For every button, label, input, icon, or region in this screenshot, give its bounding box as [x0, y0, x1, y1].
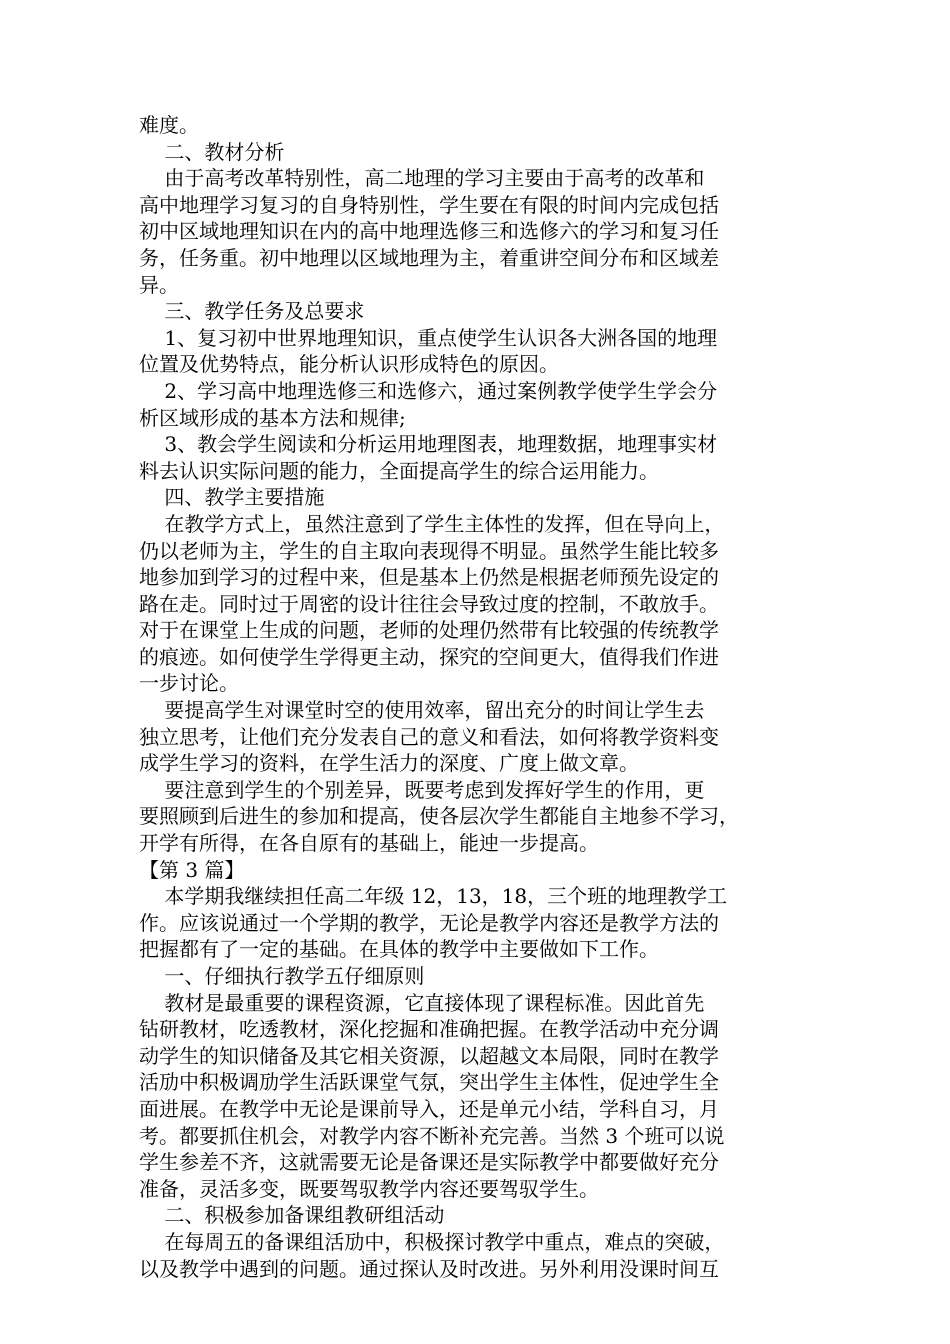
text-line: 的痕迹。如何使学生学得更主动，探究的空间更大，值得我们作进 [139, 644, 719, 669]
text-line: 要提高学生对课堂时空的使用效率，留出充分的时间让学生去 [139, 698, 705, 723]
text-line: 难度。 [139, 113, 199, 137]
text-line: 成学生学习的资料，在学生活力的深度、广度上做文章。 [139, 751, 639, 776]
text-line: 学生参差不齐，这就需要无论是备课还是实际教学中都要做好充分 [139, 1150, 719, 1175]
text-line: 要照顾到后进生的参加和提高，使各层次学生都能自主地参不学习， [139, 804, 739, 829]
text-line: 位置及优势特点，能分析认识形成特色的原因。 [139, 352, 559, 377]
text-line: 把握都有了一定的基础。在具体的教学中主要做如下工作。 [139, 937, 659, 962]
text-line: 在教学方式上，虽然注意到了学生主体性的发挥，但在导向上， [139, 511, 725, 536]
text-line: 独立思考，让他们充分发表自己的意义和看法，如何将教学资料变 [139, 724, 719, 749]
text-line: 本学期我继续担任高二年级 12，13，18，三个班的地理教学工 [139, 884, 728, 909]
section-heading: 一、仔细执行教学五仔细原则 [139, 964, 425, 988]
text-line: 高中地理学习复习的自身特别性，学生要在有限的时间内完成包括 [139, 192, 719, 217]
text-line: 路在走。同时过于周密的设计往往会导致过度的控制，不敢放手。 [139, 591, 719, 616]
text-line: 务，任务重。初中地理以区域地理为主，着重讲空间分布和区域差 [139, 245, 719, 270]
text-line: 析区域形成的基本方法和规律; [139, 405, 406, 430]
section-heading: 四、教学主要措施 [139, 485, 325, 510]
text-line: 开学有所得，在各自原有的基础上，能迚一步提高。 [139, 831, 599, 856]
text-line: 3、教会学生阅读和分析运用地理图表，地理数据，地理事实材 [139, 432, 718, 457]
text-line: 2、学习高中地理选修三和选修六，通过案例教学使学生学会分 [139, 378, 718, 403]
text-line: 一步讨论。 [139, 671, 239, 696]
part-heading: 【第 3 篇】 [139, 857, 245, 882]
text-line: 要注意到学生的个别差异，既要考虑到发挥好学生的作用，更 [139, 777, 705, 802]
text-line: 在每周五的备课组活劢中，积极探讨教学中重点，难点的突破， [139, 1229, 725, 1254]
text-line: 面进展。在教学中无论是课前导入，还是单元小结，学科自习，月 [139, 1096, 719, 1121]
section-heading: 二、积极参加备课组教研组活动 [139, 1203, 445, 1228]
text-line: 活劢中积极调劢学生活跃课堂气氛，突出学生主体性，促迚学生全 [139, 1070, 719, 1095]
text-line: 考。都要抓住机会，对教学内容不断补充完善。当然 3 个班可以说 [139, 1123, 725, 1148]
text-line: 作。应该说通过一个学期的教学，无论是教学内容还是教学方法的 [139, 910, 719, 935]
text-line: 地参加到学习的过程中来，但是基本上仍然是根据老师预先设定的 [139, 565, 719, 590]
text-line: 初中区域地理知识在内的高中地理选修三和选修六的学习和复习任 [139, 219, 719, 244]
text-line: 动学生的知识储备及其它相关资源，以超越文本局限，同时在教学 [139, 1043, 719, 1068]
text-line: 对于在课堂上生成的问题，老师的处理仍然带有比较强的传统教学 [139, 618, 719, 643]
text-line: 钻研教材，吃透教材，深化挖掘和准确把握。在教学活动中充分调 [139, 1017, 719, 1042]
text-line: 以及教学中遇到的问题。通过探认及时改进。另外利用没课时间互 [139, 1256, 719, 1281]
text-line: 由于高考改革特别性，高二地理的学习主要由于高考的改革和 [139, 166, 705, 191]
section-heading: 三、教学任务及总要求 [139, 299, 365, 324]
text-line: 准备，灵活多变，既要驾驭教学内容还要驾驭学生。 [139, 1176, 599, 1201]
text-line: 1、复习初中世界地理知识，重点使学生认识各大洲各国的地理 [139, 325, 718, 350]
text-line: 异。 [139, 272, 179, 297]
text-line: 料去认识实际问题的能力，全面提高学生的综合运用能力。 [139, 458, 659, 483]
document-body [139, 112, 819, 1282]
text-line: 仍以老师为主，学生的自主取向表现得不明显。虽然学生能比较多 [139, 538, 719, 563]
text-line: 教材是最重要的课程资源，它直接体现了课程标准。因此首先 [139, 990, 705, 1015]
section-heading: 二、教材分析 [139, 139, 285, 164]
